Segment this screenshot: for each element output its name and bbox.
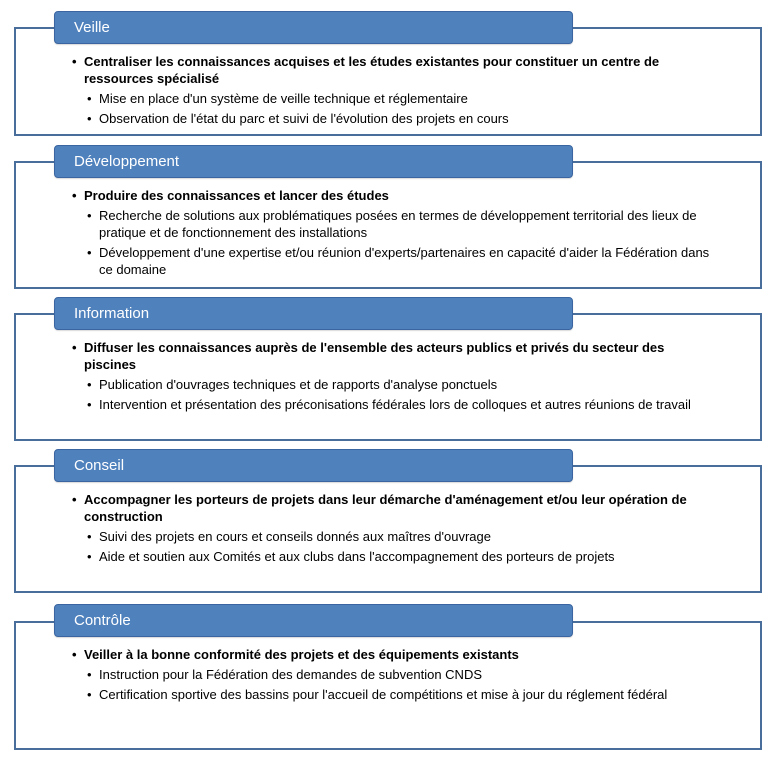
bullet-icon: • xyxy=(87,208,92,223)
bullet-icon: • xyxy=(87,397,92,412)
section-header-information: Information xyxy=(54,297,573,330)
sub-point: • Publication d'ouvrages techniques et de rapports d'analyse ponctuels xyxy=(87,377,498,392)
section-content-controle xyxy=(72,646,712,703)
bullet-icon: • xyxy=(87,91,92,106)
bullet-icon: • xyxy=(87,667,92,682)
main-point: • Veiller à la bonne conformité des projets et des équipements existants xyxy=(72,647,519,662)
main-point: • Diffuser les connaissances auprès de l'ensemble des acteurs publics et privés du secteur des piscines xyxy=(72,340,665,372)
sub-point: • Développement d'une expertise et/ou réunion d'experts/partenaires en capacité d'aider la Fédération dans ce domaine xyxy=(87,245,710,277)
sub-point: • Aide et soutien aux Comités et aux clubs dans l'accompagnement des porteurs de projets xyxy=(87,549,615,564)
bullet-icon: • xyxy=(87,529,92,544)
sub-point: • Suivi des projets en cours et conseils donnés aux maîtres d'ouvrage xyxy=(87,529,491,544)
sub-point: • Observation de l'état du parc et suivi de l'évolution des projets en cours xyxy=(87,111,509,126)
bullet-icon: • xyxy=(72,492,77,507)
bullet-icon: • xyxy=(87,377,92,392)
section-header-developpement: Développement xyxy=(54,145,573,178)
bullet-icon: • xyxy=(72,647,77,662)
section-header-controle: Contrôle xyxy=(54,604,573,637)
bullet-icon: • xyxy=(87,687,92,702)
section-content-developpement xyxy=(72,187,712,278)
main-point: • Produire des connaissances et lancer des études xyxy=(72,188,389,203)
main-point: • Centraliser les connaissances acquises et les études existantes pour constituer un centre de ressources spécialisé xyxy=(72,54,660,86)
sub-point: • Instruction pour la Fédération des demandes de subvention CNDS xyxy=(87,667,482,682)
bullet-icon: • xyxy=(72,340,77,355)
sub-point: • Recherche de solutions aux problématiques posées en termes de développement territorial des lieux de pratique et de fonctionnement des installations xyxy=(87,208,697,240)
section-content-information xyxy=(72,339,712,413)
section-content-conseil xyxy=(72,491,712,565)
section-content-veille xyxy=(72,53,712,127)
section-header-veille: Veille xyxy=(54,11,573,44)
section-header-conseil: Conseil xyxy=(54,449,573,482)
bullet-icon: • xyxy=(72,188,77,203)
bullet-icon: • xyxy=(87,111,92,126)
main-point: • Accompagner les porteurs de projets dans leur démarche d'aménagement et/ou leur opération de construction xyxy=(72,492,687,524)
sub-point: • Intervention et présentation des préconisations fédérales lors de colloques et autres réunions de travail xyxy=(87,397,691,412)
sub-point: • Mise en place d'un système de veille technique et réglementaire xyxy=(87,91,468,106)
bullet-icon: • xyxy=(87,245,92,260)
sub-point: • Certification sportive des bassins pour l'accueil de compétitions et mise à jour du réglement fédéral xyxy=(87,687,668,702)
bullet-icon: • xyxy=(87,549,92,564)
bullet-icon: • xyxy=(72,54,77,69)
